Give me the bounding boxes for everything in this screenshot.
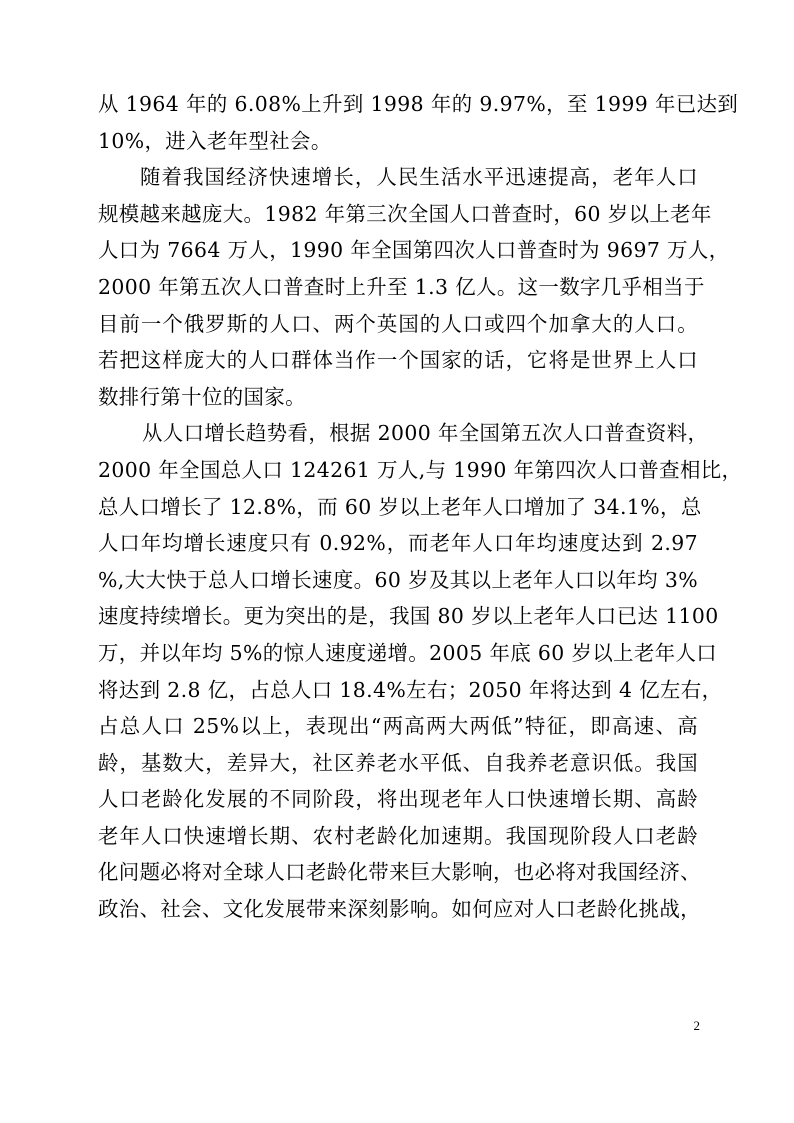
text-line: 老年人口快速增长期、农村老龄化加速期。我国现阶段人口老龄: [98, 823, 698, 848]
text-line: 龄，基数大，差异大，社区养老水平低、自我养老意识低。我国: [98, 750, 698, 775]
text-line: 若把这样庞大的人口群体当作一个国家的话，它将是世界上人口: [98, 348, 698, 373]
text-line: 占总人口 25%以上，表现出“两高两大两低”特征，即高速、高: [98, 714, 698, 739]
text-line: 规模越来越庞大。1982 年第三次全国人口普查时，60 岁以上老年: [98, 201, 712, 226]
text-line: 从 1964 年的 6.08%上升到 1998 年的 9.97%，至 1999 年已达到: [98, 92, 739, 116]
text-line: 目前一个俄罗斯的人口、两个英国的人口或四个加拿大的人口。: [98, 311, 698, 336]
text-line: 化问题必将对全球人口老龄化带来巨大影响，也必将对我国经济、: [98, 860, 701, 885]
text-line: 将达到 2.8 亿，占总人口 18.4%左右；2050 年将达到 4 亿左右，: [98, 677, 723, 702]
text-line: 万，并以年均 5%的惊人速度递增。2005 年底 60 岁以上老年人口: [98, 640, 718, 665]
document-body: [98, 86, 743, 928]
text-line: 人口为 7664 万人，1990 年全国第四次人口普查时为 9697 万人，: [98, 238, 730, 263]
paragraph-3: [98, 415, 743, 927]
text-line: 10%，进入老年型社会。: [98, 128, 332, 153]
text-line: 2000 年第五次人口普查时上升至 1.3 亿人。这一数字几乎相当于: [98, 274, 705, 299]
paragraph-2: [98, 159, 730, 415]
text-line: 数排行第十位的国家。: [98, 384, 306, 409]
text-line: 从人口增长趋势看，根据 2000 年全国第五次人口普查资料，: [142, 421, 709, 446]
text-line: 人口老龄化发展的不同阶段，将出现老年人口快速增长期、高龄: [98, 787, 698, 812]
text-line: 人口年均增长速度只有 0.92%，而老年人口年均速度达到 2.97: [98, 531, 698, 556]
text-line: 总人口增长了 12.8%，而 60 岁以上老年人口增加了 34.1%，总: [98, 494, 702, 519]
text-line: 2000 年全国总人口 124261 万人,与 1990 年第四次人口普查相比，: [98, 457, 743, 482]
paragraph-1: [98, 86, 739, 159]
text-line: %,大大快于总人口增长速度。60 岁及其以上老年人口以年均 3%: [98, 567, 698, 592]
text-line: 政治、社会、文化发展带来深刻影响。如何应对人口老龄化挑战，: [98, 897, 701, 922]
page-number: 2: [693, 1018, 700, 1033]
text-line: 随着我国经济快速增长，人民生活水平迅速提高，老年人口: [140, 165, 698, 190]
text-line: 速度持续增长。更为突出的是，我国 80 岁以上老年人口已达 1100: [98, 604, 719, 629]
